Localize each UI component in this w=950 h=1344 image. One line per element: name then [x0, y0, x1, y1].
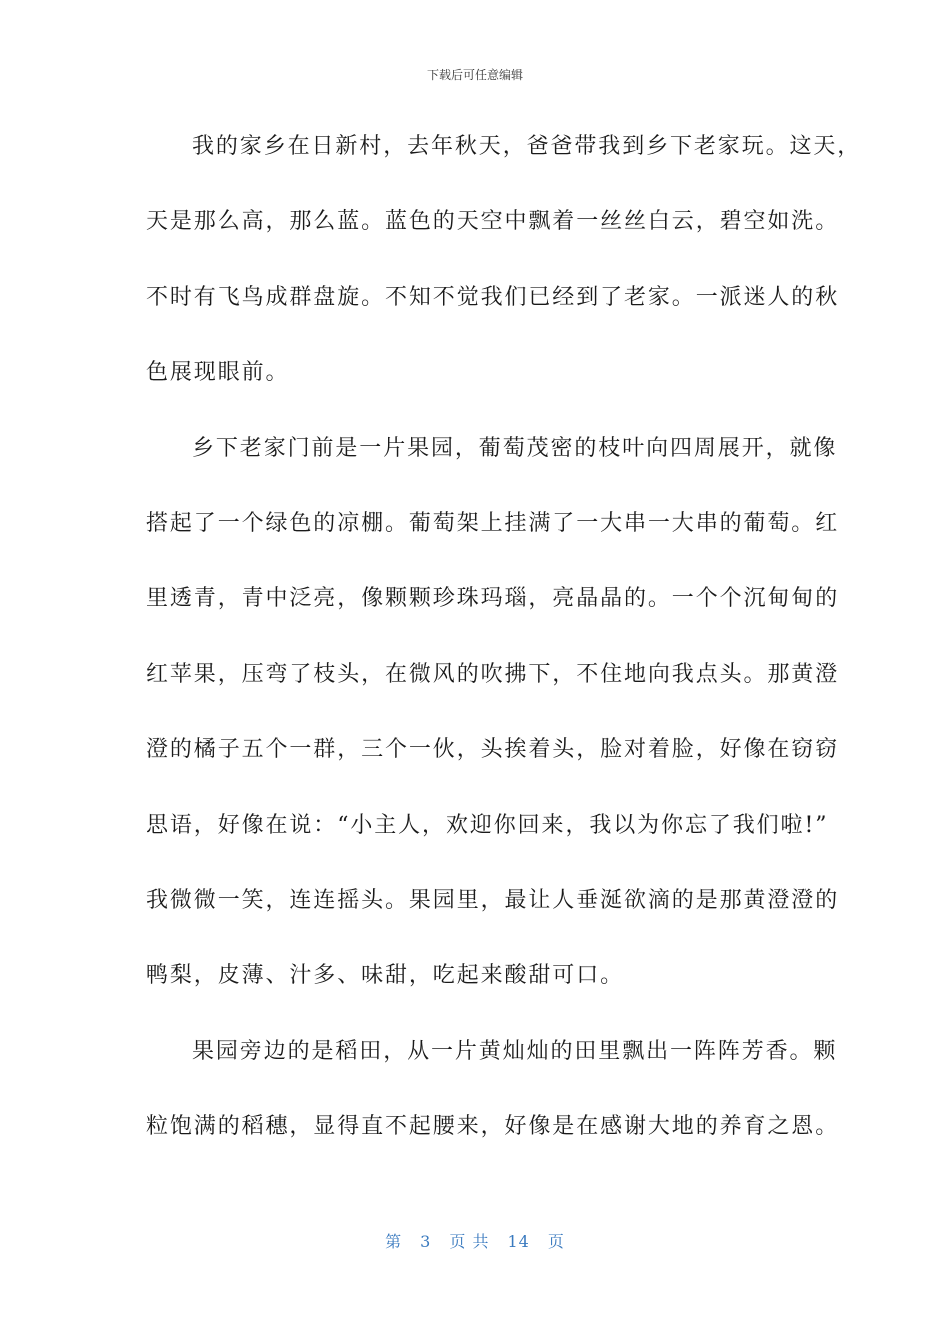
- text-line: 思语，好像在说：“小主人，欢迎你回来，我以为你忘了我们啦!”: [146, 812, 829, 838]
- text-line: 搭起了一个绿色的凉棚。葡萄架上挂满了一大串一大串的葡萄。红: [146, 510, 840, 536]
- document-body: [146, 127, 862, 1182]
- text-line: 粒饱满的稻穗，显得直不起腰来，好像是在感谢大地的养育之恩。: [146, 1114, 840, 1140]
- text-line: 红苹果，压弯了枝头，在微风的吹拂下，不住地向我点头。那黄澄: [146, 661, 840, 687]
- page-header: 下载后可任意编辑: [426, 68, 523, 82]
- text-line: 里透青，青中泛亮，像颗颗珍珠玛瑙，亮晶晶的。一个个沉甸甸的: [146, 586, 840, 612]
- text-line: 鸭梨，皮薄、汁多、味甜，吃起来酸甜可口。: [146, 963, 625, 989]
- current-page-number: 3: [420, 1232, 432, 1251]
- text-line: 不时有飞鸟成群盘旋。不知不觉我们已经到了老家。一派迷人的秋: [146, 284, 840, 310]
- text-line: 澄的橘子五个一群，三个一伙，头挨着头，脸对着脸，好像在窃窃: [146, 737, 840, 763]
- footer-middle: 页 共: [449, 1232, 490, 1251]
- footer-prefix: 第: [385, 1232, 403, 1251]
- text-line: 色展现眼前。: [146, 360, 290, 386]
- text-line: 乡下老家门前是一片果园，葡萄茂密的枝叶向四周展开，就像: [192, 435, 838, 461]
- text-line: 果园旁边的是稻田，从一片黄灿灿的田里飘出一阵阵芳香。颗: [192, 1038, 838, 1064]
- page-footer: [0, 1229, 950, 1252]
- text-line: 我微微一笑，连连摇头。果园里，最让人垂涎欲滴的是那黄澄澄的: [146, 887, 840, 913]
- text-line: 我的家乡在日新村，去年秋天，爸爸带我到乡下老家玩。这天，: [192, 134, 862, 159]
- total-pages-number: 14: [507, 1232, 530, 1251]
- text-line: 天是那么高，那么蓝。蓝色的天空中飘着一丝丝白云，碧空如洗。: [146, 209, 840, 235]
- footer-suffix: 页: [547, 1232, 565, 1251]
